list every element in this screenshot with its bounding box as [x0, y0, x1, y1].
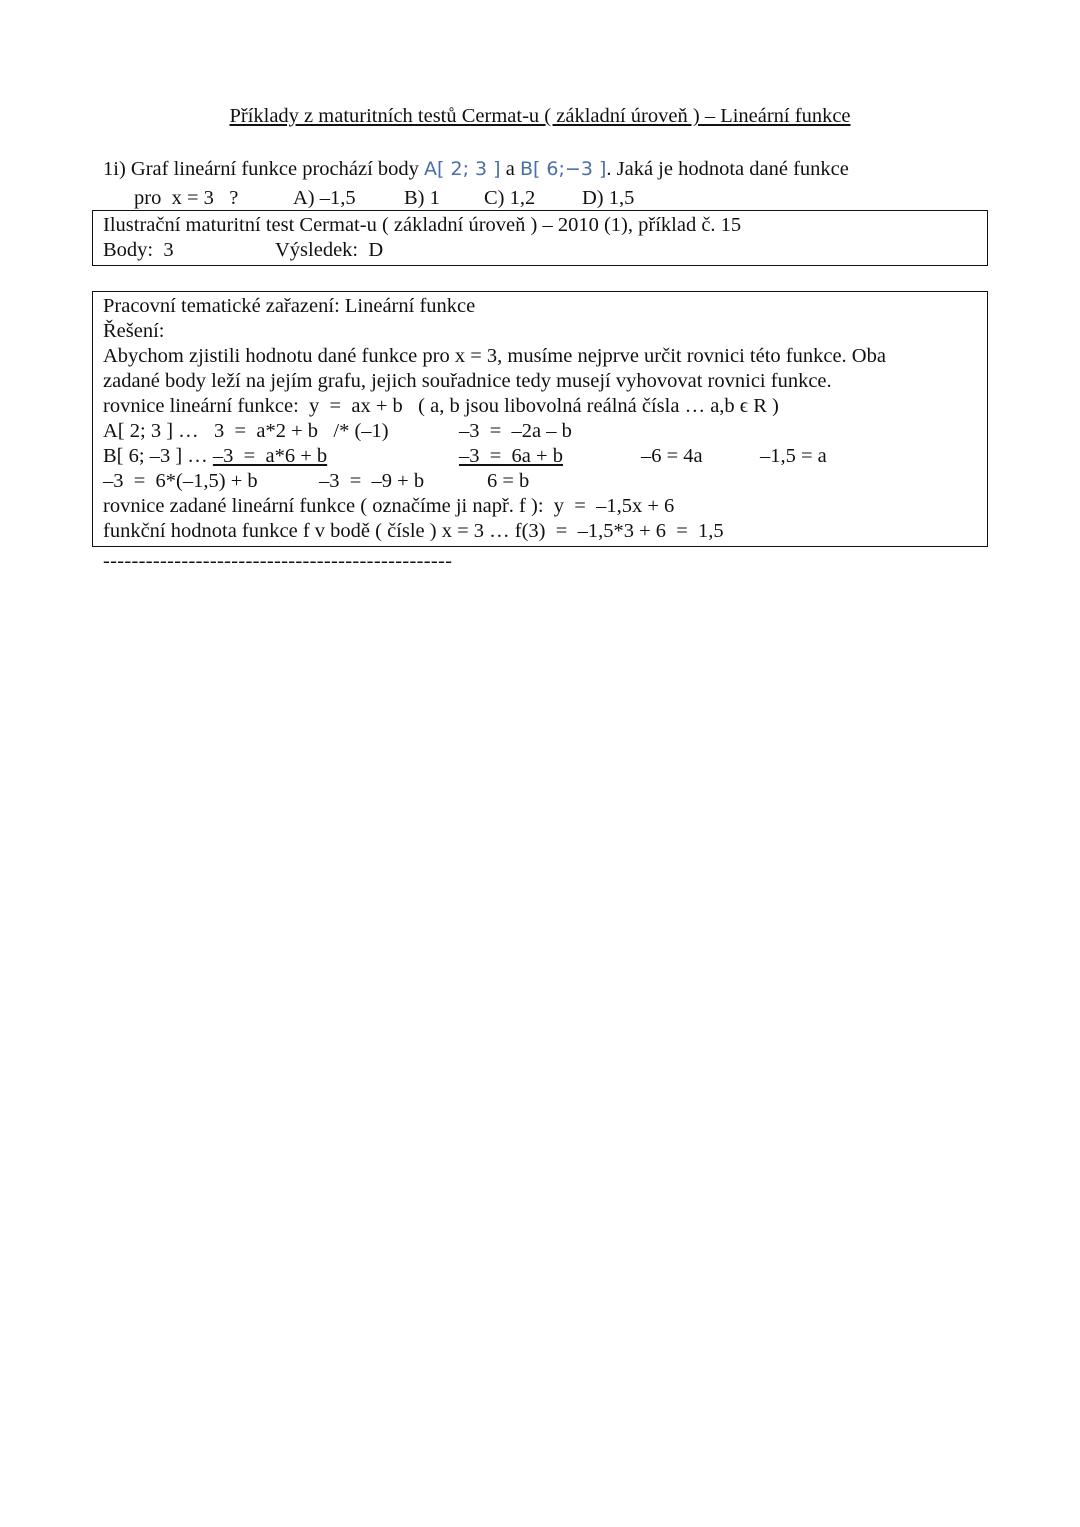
- specific-equation: rovnice zadané lineární funkce ( označíme ji např. f ): y = –1,5x + 6: [103, 495, 675, 517]
- row-c-equation-1: –3 = 6*(–1,5) + b: [103, 470, 258, 492]
- row-b-point: B[ 6; –3 ] …: [103, 445, 213, 467]
- question-line-2: pro x = 3 ?: [134, 187, 239, 209]
- row-b-label: [103, 444, 327, 469]
- row-b-step-2: –1,5 = a: [760, 445, 827, 467]
- point-a: A[ 2; 3 ]: [424, 158, 501, 180]
- option-d: D) 1,5: [582, 187, 635, 209]
- question-suffix: . Jaká je hodnota dané funkce: [606, 158, 849, 180]
- option-b: B) 1: [404, 187, 440, 209]
- function-value: funkční hodnota funkce f v bodě ( čísle ) x = 3 … f(3) = –1,5*3 + 6 = 1,5: [103, 520, 724, 542]
- row-b-step-1: –6 = 4a: [641, 445, 703, 467]
- result-label: Výsledek: D: [275, 239, 384, 261]
- question-conj: a: [500, 158, 520, 180]
- row-c-equation-3: 6 = b: [487, 470, 530, 492]
- page-title: Příklady z maturitních testů Cermat-u ( základní úroveň ) – Lineární funkce: [229, 105, 851, 127]
- source-line: Ilustrační maturitní test Cermat-u ( základní úroveň ) – 2010 (1), příklad č. 15: [103, 214, 742, 236]
- option-a: A) –1,5: [293, 187, 356, 209]
- separator-line: -------------------------------------------------: [103, 550, 453, 572]
- point-b: B[ 6;−3 ]: [519, 158, 607, 180]
- solution-paragraph-1: Abychom zjistili hodnotu dané funkce pro x = 3, musíme nejprve určit rovnici této funkce. Oba: [103, 345, 886, 367]
- solution-heading: Řešení:: [103, 320, 165, 342]
- solution-paragraph-2: zadané body leží na jejím grafu, jejich souřadnice tedy musejí vyhovovat rovnici funkce.: [103, 370, 832, 392]
- row-b-equation: –3 = 6a + b: [459, 445, 563, 467]
- row-a-label: A[ 2; 3 ] … 3 = a*2 + b /* (–1): [103, 420, 389, 442]
- question-prefix: 1i) Graf lineární funkce prochází body: [103, 158, 425, 180]
- general-equation: rovnice lineární funkce: y = ax + b ( a, b jsou libovolná reálná čísla … a,b ϵ R ): [103, 395, 779, 417]
- solution-box: [92, 291, 988, 547]
- question-line-1: [103, 157, 849, 182]
- points-label: Body: 3: [103, 239, 174, 261]
- row-a-equation: –3 = –2a – b: [459, 420, 572, 442]
- source-box: [92, 210, 988, 266]
- category-line: Pracovní tematické zařazení: Lineární funkce: [103, 295, 476, 317]
- row-b-label-equation: –3 = a*6 + b: [212, 445, 328, 467]
- row-c-equation-2: –3 = –9 + b: [319, 470, 425, 492]
- option-c: C) 1,2: [484, 187, 536, 209]
